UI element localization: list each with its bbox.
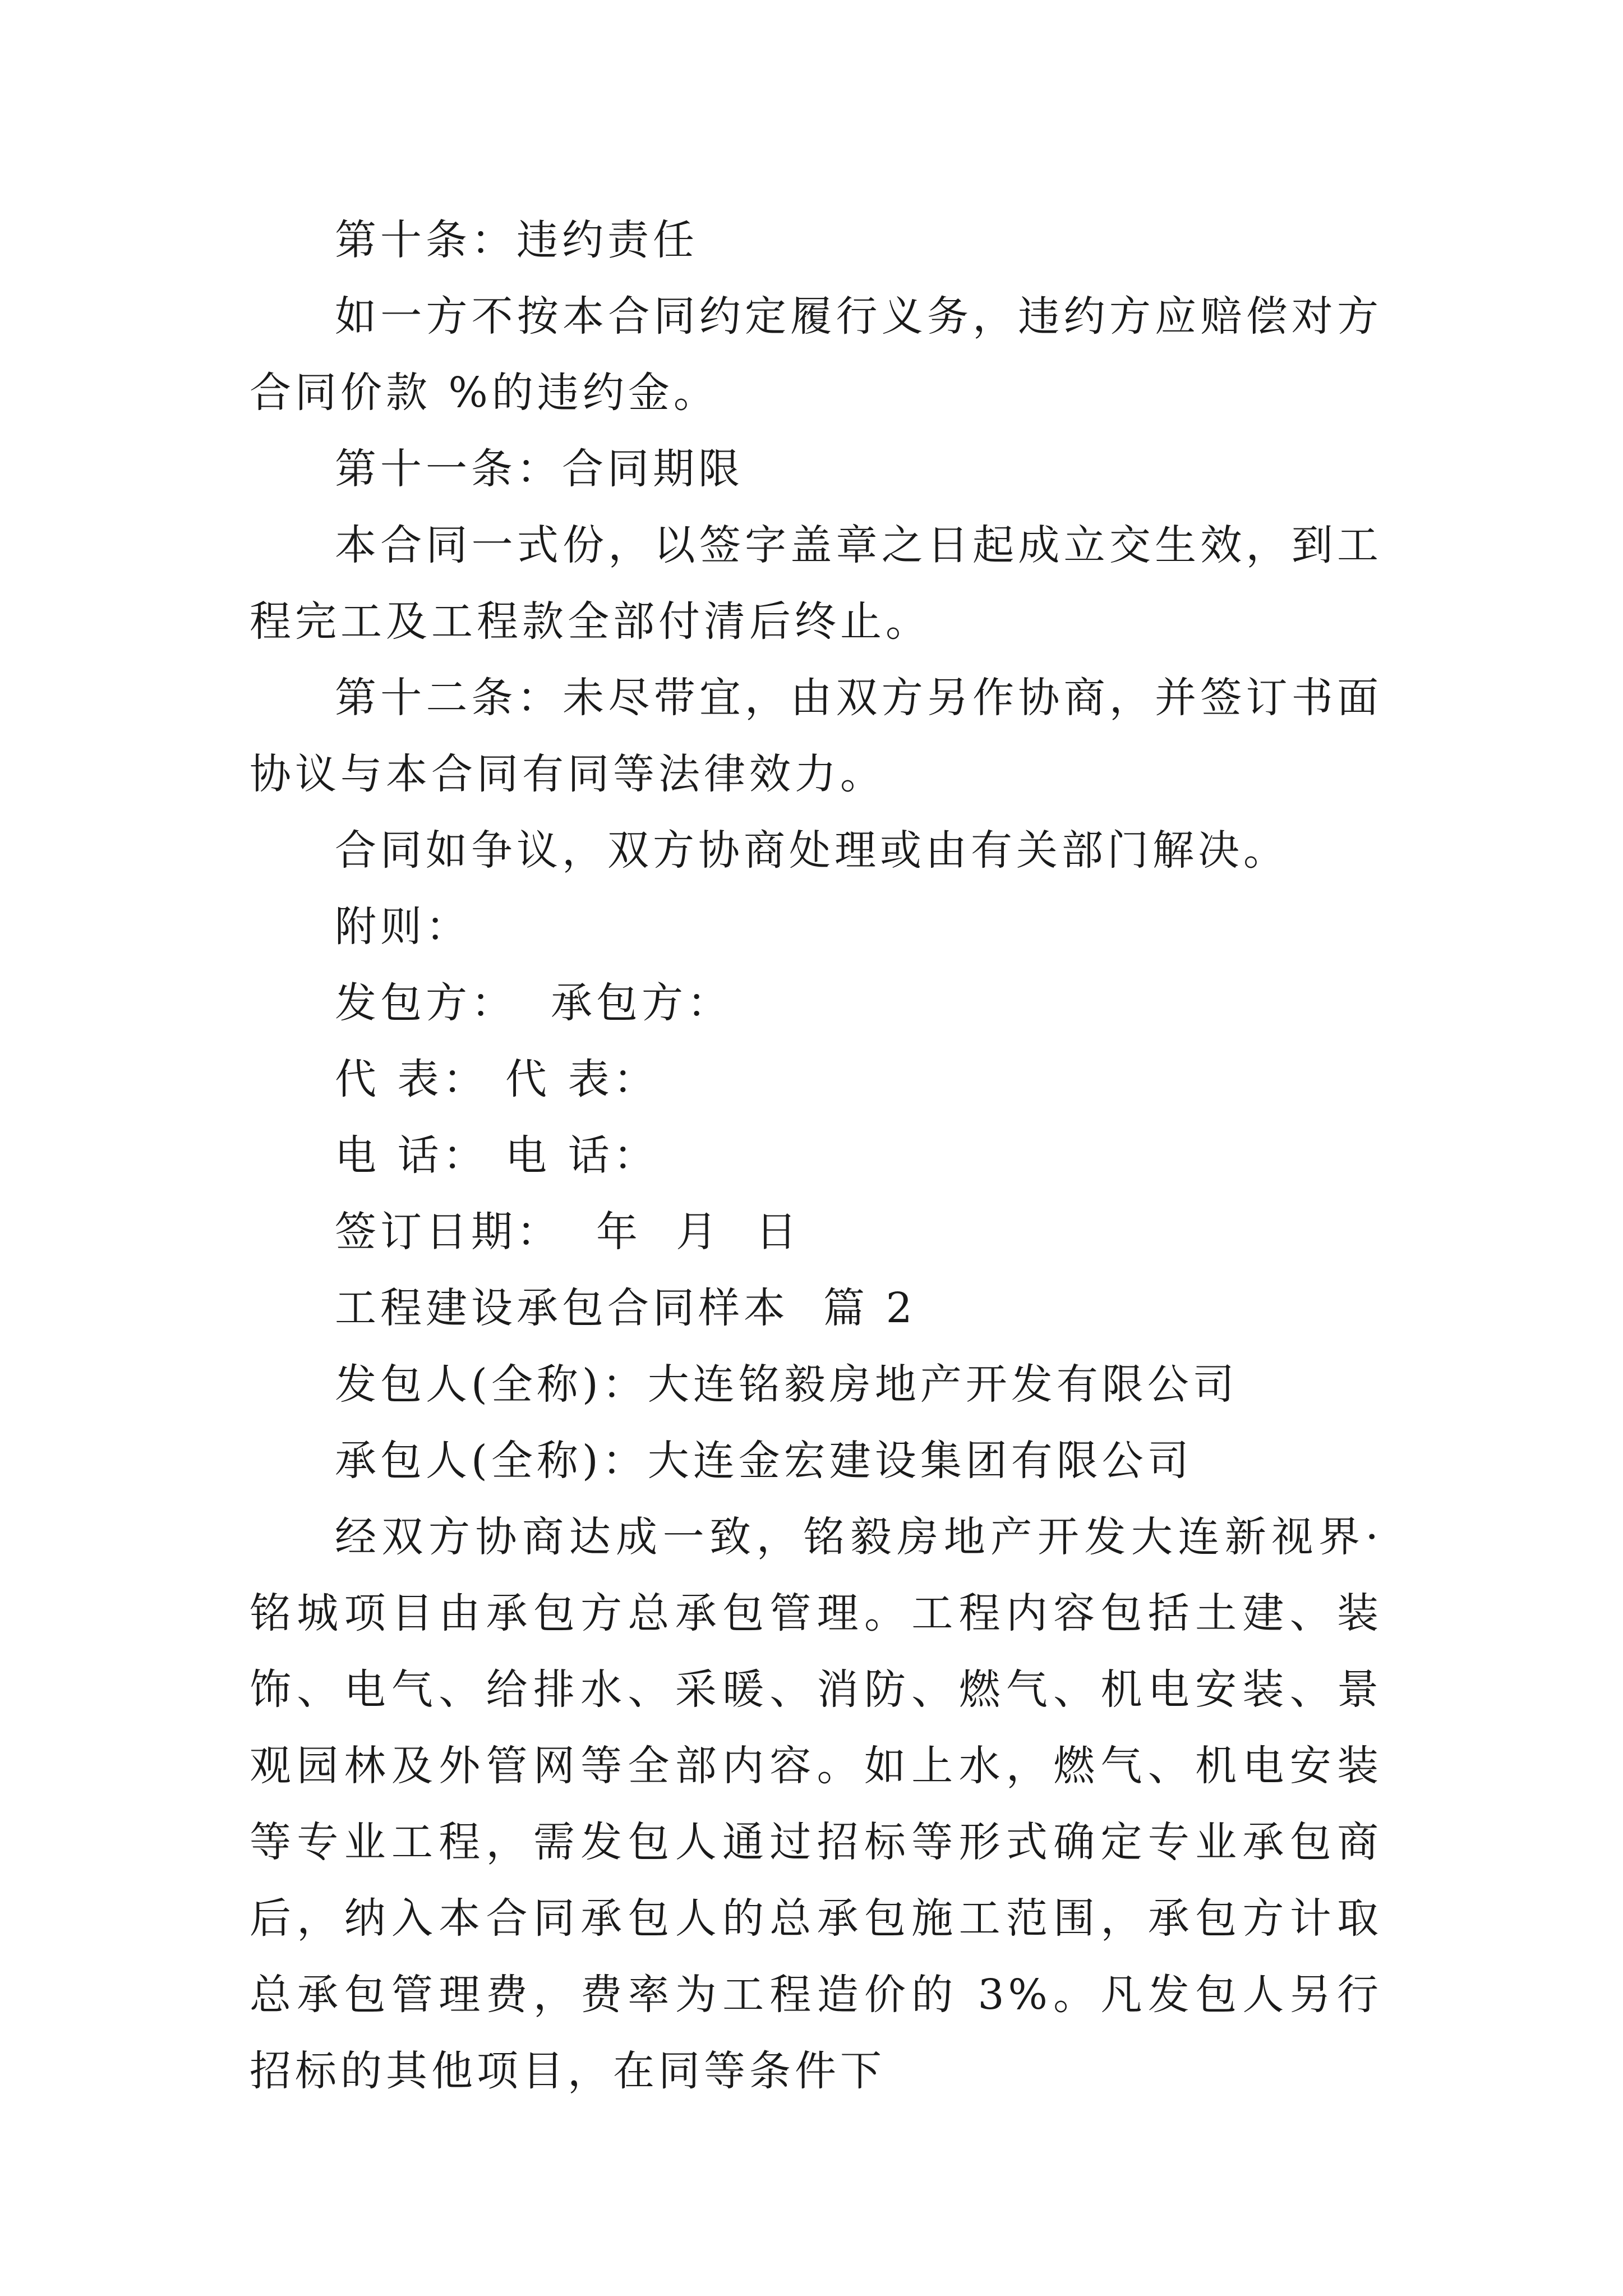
representative-line: 代 表： 代 表：: [335, 1055, 659, 1103]
main-paragraph: 经双方协商达成一致，铭毅房地产开发大连新视界·铭城项目由承包方总承包管理。工程内容包括土建、装饰、电气、给排水、采暖、消防、燃气、机电安装、景观园林及外管网等全部内容。如上水，燃气、机电安装等专业工程，需发包人通过招标等形式确定专业承包商后，纳入本合同承包人的总承包施工范围，承包方计取总承包管理费，费率为工程造价的 3%。凡发包人另行招标的其他项目，在同等条件下: [250, 1513, 1382, 2095]
employer-line: 发包人(全称)：大连铭毅房地产开发有限公司: [335, 1360, 1238, 1409]
document-body: [250, 202, 1382, 2109]
contractor-line: 承包人(全称)：大连金宏建设集团有限公司: [335, 1437, 1193, 1485]
article-11-title: 第十一条：合同期限: [335, 445, 744, 493]
appendix-label: 附则：: [335, 903, 471, 951]
article-11-body: 本合同一式份，以签字盖章之日起成立交生效，到工程完工及工程款全部付清后终止。: [250, 521, 1382, 646]
article-12-body: 第十二条：未尽带宜，由双方另作协商，并签订书面协议与本合同有同等法律效力。: [250, 674, 1382, 798]
phone-line: 电 话： 电 话：: [335, 1131, 659, 1180]
parties-line: 发包方： 承包方：: [335, 979, 733, 1027]
article-10-title: 第十条：违约责任: [335, 216, 698, 264]
sign-date-line: 签订日期： 年 月 日: [335, 1208, 801, 1256]
article-10-body: 如一方不按本合同约定履行义务，违约方应赔偿对方合同价款 %的违约金。: [250, 292, 1382, 417]
dispute-clause: 合同如争议，双方协商处理或由有关部门解决。: [335, 826, 1289, 875]
section-2-heading: 工程建设承包合同样本 篇 2: [335, 1284, 916, 1332]
